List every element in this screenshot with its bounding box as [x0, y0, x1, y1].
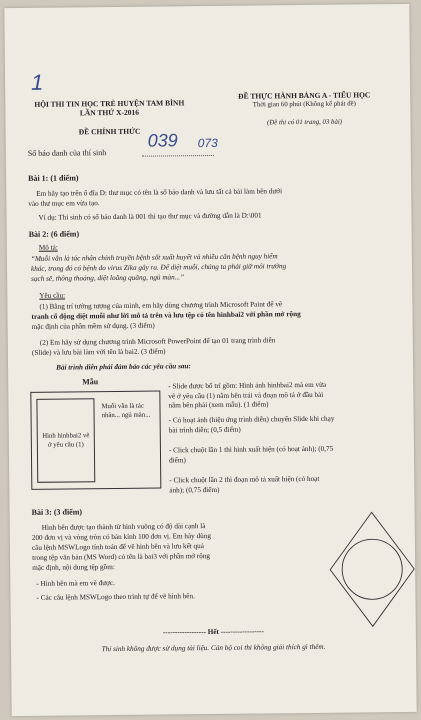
candidate-label: Số báo danh của thí sinh — [27, 148, 107, 158]
square-circle-figure — [328, 510, 417, 629]
header-right — [205, 90, 403, 128]
bai3-line5: mặc định, nội dung tệp gồm: — [32, 563, 115, 572]
bai2-requirements-label: Yêu cầu: — [39, 291, 66, 300]
bai2-quote-line1: “Muỗi vằn là tác nhân chính truyền bệnh sốt xuất huyết và nhiều căn bệnh nguy hiểm — [30, 252, 278, 263]
bai3-line3: câu lệnh MSWLogo tính toán để vẽ hình bên và lưu kết quả — [31, 542, 204, 552]
sample-slide — [30, 391, 161, 490]
bai2-section-title: Bài trình diễn phải đảm bảo các yêu cầu sau: — [56, 362, 191, 372]
bai3-line2: 200 đơn vị và vòng tròn có bán kính 100 đơn vị. Em hãy dùng — [31, 532, 211, 542]
sample-picture-box: Hình hinhbai2 vẽ ở yêu cầu (1) — [36, 398, 95, 483]
bai2-item4-line2: ảnh); (0,75 điểm) — [169, 485, 220, 495]
candidate-number-handwritten: 039 — [147, 130, 178, 151]
bai2-req2-line1: (2) Em hãy sử dụng chương trình Microsoft PowerPoint để tạo 01 trang trình diễn — [39, 336, 276, 347]
exam-pages: (Đề thi có 01 trang, 03 bài) — [266, 118, 343, 127]
bai1-line1: Em hãy tạo trên ổ đĩa D: thư mục có tên là số báo danh và lưu tất cả bài làm bên dưới — [36, 187, 283, 198]
organizer-title: HỘI THI TIN HỌC TRẺ HUYỆN TAM BÌNH — [34, 98, 185, 109]
bai2-item1-line3: nằm bên phải (xem mẫu). (1 điểm) — [168, 400, 269, 410]
bai2-item1-line2: vẽ ở yêu cầu (1) nằm bên trái và đoạn mô tả ở đầu bài — [168, 390, 324, 401]
bai2-req1-line3: mặc định của phần mềm sử dụng. (3 điểm) — [31, 321, 155, 331]
end-mark: ------------------ Hết ------------------ — [162, 627, 264, 637]
bai1-line2: vào thư mục em vừa tạo. — [28, 199, 100, 208]
footer-note: Thí sinh không được sử dụng tài liệu. Cán bộ coi thi không giải thích gì thêm. — [101, 642, 326, 654]
bai2-title: Bài 2: (6 điểm) — [28, 229, 80, 239]
exam-paper — [4, 4, 416, 716]
candidate-dotted-line — [142, 155, 214, 157]
bai2-item2 — [169, 414, 409, 436]
sample-text-box: Muỗi vằn là tác nhân... ngủ màn... — [101, 402, 151, 420]
exam-title: ĐỀ THỰC HÀNH BẢNG A - TIỂU HỌC — [238, 90, 371, 101]
bai2-item3-line1: - Click chuột lần 1 thì hình xuất hiện (có hoạt ảnh); (0,75 — [168, 444, 334, 455]
bai2-quote-line2: khác, trong đó có bệnh do virus Zika gây ra. Để diệt muỗi, chúng ta phải giữ môi trường — [30, 262, 287, 273]
bai2-item1 — [168, 380, 408, 411]
bai3-line4: trong tệp văn bản (MS Word) có tên là bai3 với phần mở rộng — [32, 552, 211, 562]
bai2-quote-line3: sạch sẽ, thông thoáng, diệt loăng quăng, ngủ màn...” — [31, 273, 185, 283]
sample-label: Mẫu — [82, 377, 99, 387]
bai2-item2-line2: bài trình diễn; (0,5 điểm) — [168, 425, 241, 435]
inscribed-circle — [342, 539, 403, 600]
bai3-title: Bài 3: (3 điểm) — [31, 507, 83, 517]
bai2-req2-line2: (Slide) và lưu bài làm với tên là bai2. (3 điểm) — [31, 347, 166, 357]
bai2-item2-line1: - Có hoạt ảnh (hiệu ứng trình diễn) chuyển Slide khi chạy — [168, 414, 335, 425]
bai2-item3 — [169, 444, 409, 466]
bai1-title: Bài 1: (1 điểm) — [28, 173, 79, 183]
candidate-suffix-handwritten: 073 — [197, 135, 218, 151]
bai2-item4 — [169, 474, 409, 496]
bai2-item4-line1: - Click chuột lần 2 thì đoạn mô tả xuất hiện (có hoạt — [169, 474, 320, 485]
bai2-item3-line2: điểm) — [169, 455, 186, 465]
bai3-line1: Hình bên được tạo thành từ hình vuông có độ dài cạnh là — [41, 522, 206, 532]
edition: LẦN THỨ X-2016 — [79, 107, 140, 118]
bai3-bullet1: - Hình bên mà em vẽ được. — [36, 579, 115, 588]
exam-duration: Thời gian 60 phút (Không kể phát đề) — [252, 100, 356, 109]
bai2-item1-line1: - Slide được bố trí gồm: Hình ảnh hinhbai2 mà em vừa — [168, 380, 327, 391]
bai2-description-label: Mô tả: — [38, 243, 58, 252]
bai2-req1-line1: (1) Bằng trí tưởng tượng của mình, em hãy dùng chương trình Microsoft Paint để vẽ — [39, 300, 283, 311]
official-label: ĐỀ CHÍNH THỨC — [78, 126, 141, 137]
bai2-req1-line2: tranh cổ động diệt muỗi như lời mô tả trên và lưu tệp có tên hinhbai2 với phần mở rộng — [31, 310, 301, 321]
handwritten-mark: 1 — [30, 69, 44, 95]
bai3-bullet2: - Các câu lệnh MSWLogo theo trình tự để vẽ hình bên. — [36, 592, 195, 602]
bai1-example: Ví dụ: Thí sinh có số báo danh là 001 thì tạo thư mục và đường dẫn là D:\001 — [38, 211, 262, 222]
